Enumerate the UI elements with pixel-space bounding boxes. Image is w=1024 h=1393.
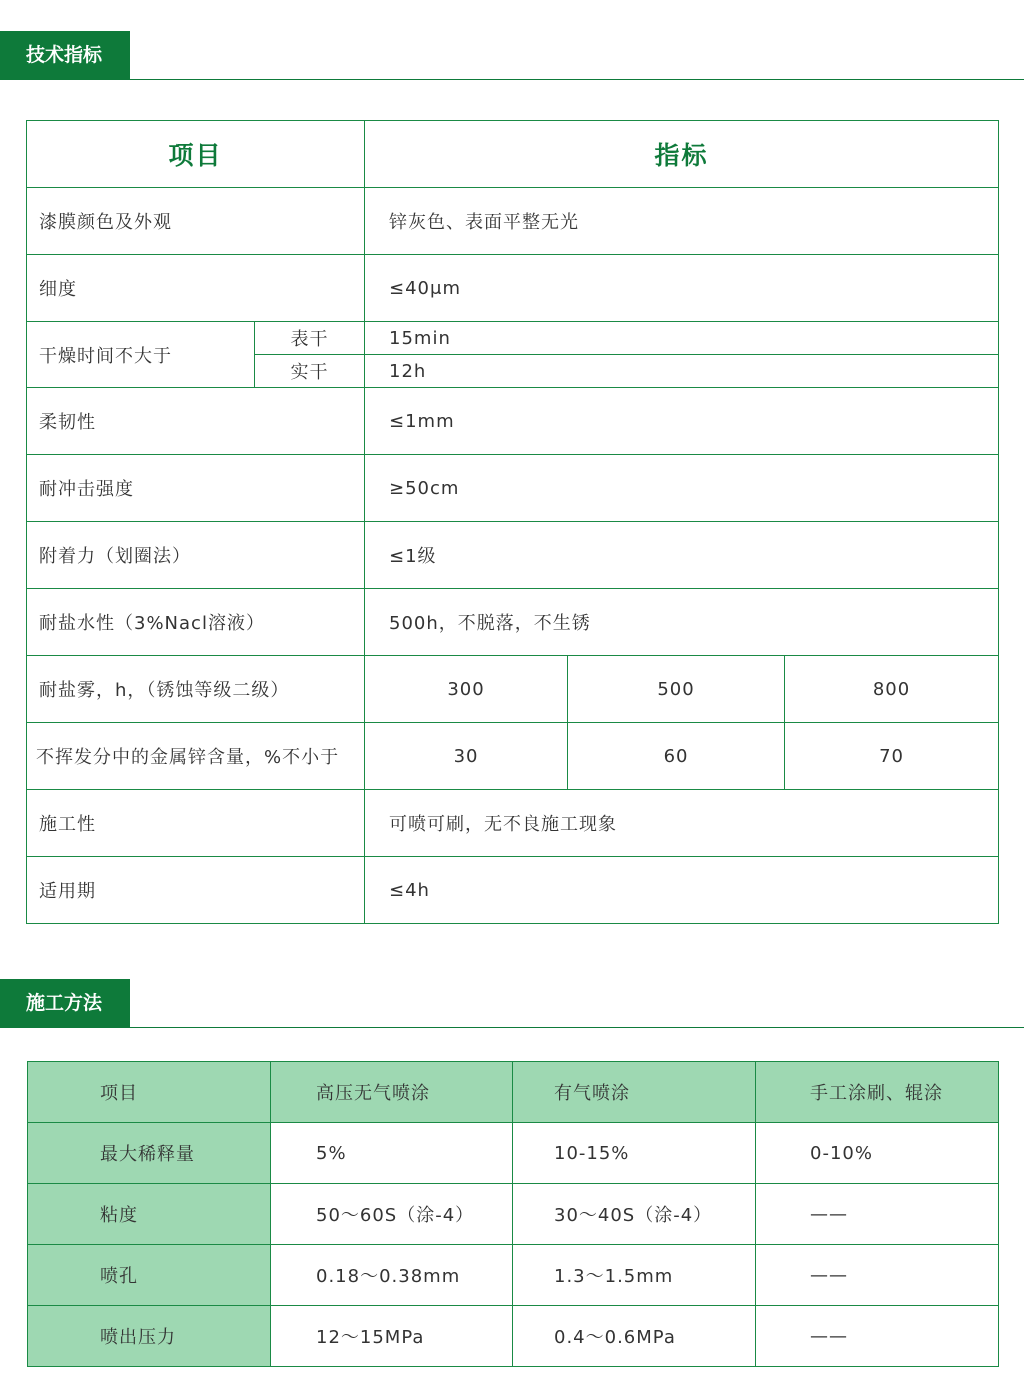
table-row [28,1184,999,1245]
table-row [28,1123,999,1184]
table-row [27,455,999,522]
row-label: 适用期 [27,857,365,924]
row-value: 30 [365,723,568,790]
row-label: 粘度 [28,1184,271,1245]
column-header: 手工涂刷、辊涂 [756,1062,999,1123]
cell: 1.3～1.5mm [513,1245,756,1306]
section-title-tech: 技术指标 [0,31,130,80]
row-value: 15min [365,322,999,355]
row-label: 耐盐雾，h，（锈蚀等级二级） [27,656,365,723]
table-row [27,790,999,857]
table-row [28,1245,999,1306]
row-value: 可喷可刷，无不良施工现象 [365,790,999,857]
sub-label: 实干 [255,355,365,388]
column-header: 项目 [28,1062,271,1123]
table-row [28,1306,999,1367]
table-row [27,388,999,455]
cell: 0.4～0.6MPa [513,1306,756,1367]
table-row [27,188,999,255]
cell: 30～40S（涂-4） [513,1184,756,1245]
cell: 0-10% [756,1123,999,1184]
cell: 10-15% [513,1123,756,1184]
tech-spec-table [26,120,999,924]
cell: 50～60S（涂-4） [271,1184,513,1245]
row-value: 800 [785,656,999,723]
cell: —— [756,1245,999,1306]
row-value: 60 [568,723,785,790]
row-label: 施工性 [27,790,365,857]
column-header: 高压无气喷涂 [271,1062,513,1123]
cell: —— [756,1306,999,1367]
column-header: 有气喷涂 [513,1062,756,1123]
row-label: 耐冲击强度 [27,455,365,522]
table-row [27,589,999,656]
cell: 0.18～0.38mm [271,1245,513,1306]
header-item: 项目 [27,121,365,188]
row-value: 500 [568,656,785,723]
table-row [27,522,999,589]
section-header-tech [0,31,1024,80]
row-value: 锌灰色、表面平整无光 [365,188,999,255]
cell: 5% [271,1123,513,1184]
row-label: 不挥发分中的金属锌含量，%不小于 [27,723,365,790]
row-label: 最大稀释量 [28,1123,271,1184]
cell: 12～15MPa [271,1306,513,1367]
row-label: 漆膜颜色及外观 [27,188,365,255]
row-label: 柔韧性 [27,388,365,455]
row-value: ≤1级 [365,522,999,589]
table-row [27,255,999,322]
row-value: ≤4h [365,857,999,924]
row-value: 70 [785,723,999,790]
section-divider [130,1027,1024,1028]
row-label: 耐盐水性（3%Nacl溶液） [27,589,365,656]
sub-label: 表干 [255,322,365,355]
table-row [27,723,999,790]
row-value: 12h [365,355,999,388]
row-value: ≤1mm [365,388,999,455]
row-label: 喷出压力 [28,1306,271,1367]
row-label: 喷孔 [28,1245,271,1306]
cell: —— [756,1184,999,1245]
row-value: 300 [365,656,568,723]
section-divider [130,79,1024,80]
header-index: 指标 [365,121,999,188]
row-value: 500h，不脱落，不生锈 [365,589,999,656]
row-label: 附着力（划圈法） [27,522,365,589]
table-row [27,322,999,355]
row-label: 细度 [27,255,365,322]
row-value: ≤40μm [365,255,999,322]
table-row [27,857,999,924]
section-header-method [0,979,1024,1028]
table-header-row [28,1062,999,1123]
table-row [27,656,999,723]
row-value: ≥50cm [365,455,999,522]
application-method-table [27,1061,999,1367]
section-title-method: 施工方法 [0,979,130,1028]
row-label: 干燥时间不大于 [27,322,255,388]
